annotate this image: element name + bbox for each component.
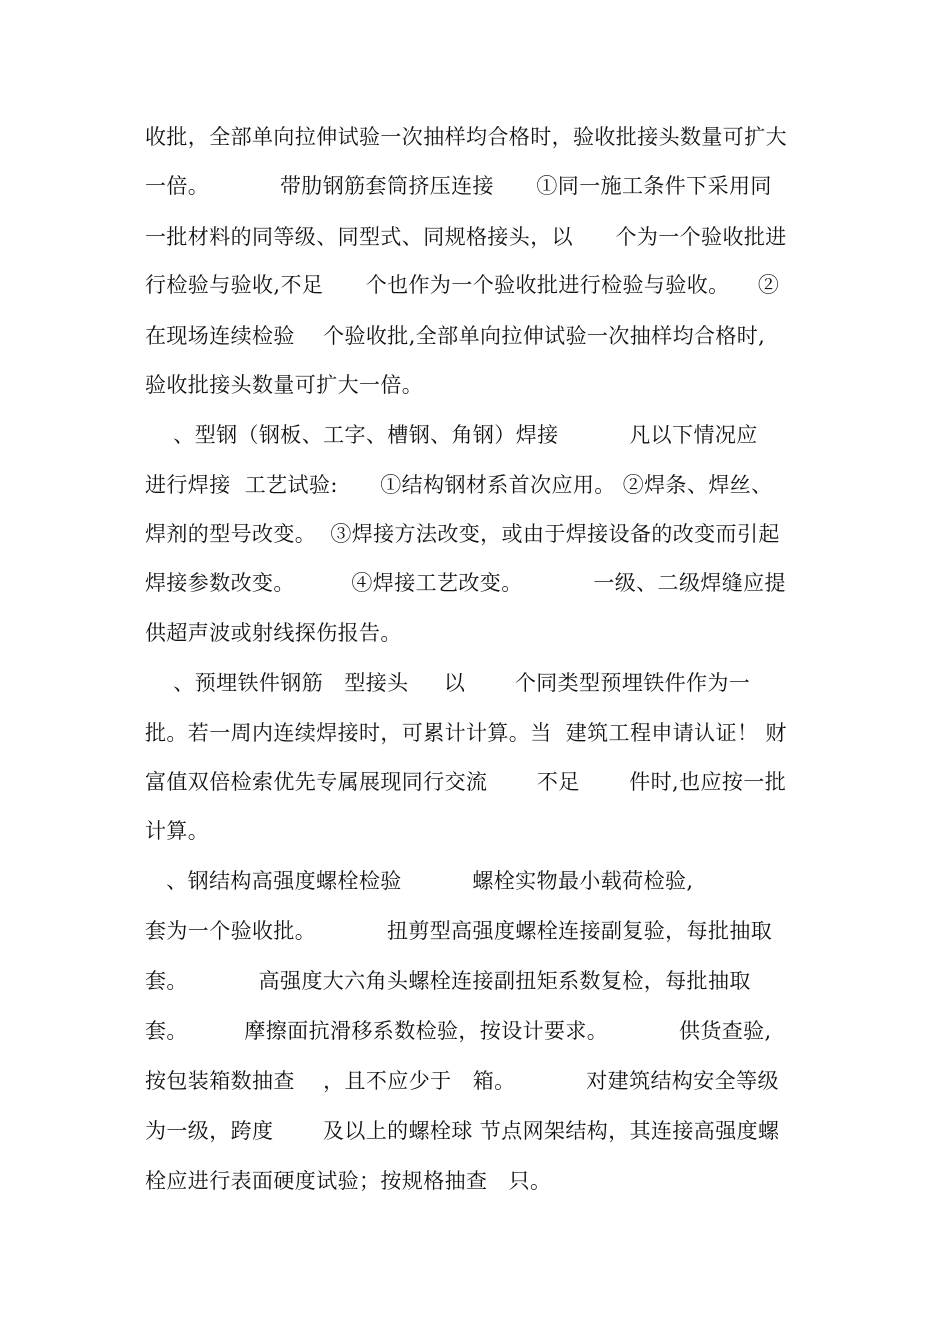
text-line: 套。 摩擦面抗滑移系数检验，按设计要求。 供货查验,	[145, 1019, 772, 1043]
text-line: 一批材料的同等级、同型式、同规格接头，以 个为一个验收批进	[145, 225, 787, 249]
text-line: 进行焊接 工艺试验: ①结构钢材系首次应用。 ②焊条、焊丝、	[145, 473, 773, 497]
text-line: 收批，全部单向拉伸试验一次抽样均合格时，验收批接头数量可扩大	[145, 125, 787, 149]
text-line: 焊剂的型号改变。 ③焊接方法改变，或由于焊接设备的改变而引起	[145, 522, 780, 546]
text-line: 富值双倍检索优先专属展现同行交流 不足 件时,也应按一批	[145, 770, 787, 794]
text-line: 、钢结构高强度螺栓检验 螺栓实物最小载荷检验,	[145, 869, 694, 893]
text-line: 一倍。 带肋钢筋套筒挤压连接 ①同一施工条件下采用同	[145, 174, 772, 198]
text-line: 批。若一周内连续焊接时，可累计计算。当 建筑工程申请认证！ 财	[145, 721, 787, 745]
text-line: 行检验与验收,不足 个也作为一个验收批进行检验与验收。 ②	[145, 273, 780, 297]
text-line: 栓应进行表面硬度试验；按规格抽查 只。	[145, 1169, 552, 1193]
text-line: 在现场连续检验 个验收批,全部单向拉伸试验一次抽样均合格时,	[145, 324, 766, 348]
text-line: 为一级，跨度 及以上的螺栓球 节点网架结构，其连接高强度螺	[145, 1119, 780, 1143]
text-line: 供超声波或射线探伤报告。	[145, 621, 402, 645]
text-line: 、预埋铁件钢筋 型接头 以 个同类型预埋铁件作为一	[145, 671, 751, 695]
text-line: 套为一个验收批。 扭剪型高强度螺栓连接副复验，每批抽取	[145, 919, 773, 943]
text-line: 、型钢（钢板、工字、槽钢、角钢）焊接 凡以下情况应	[145, 423, 758, 447]
text-line: 计算。	[145, 819, 210, 843]
text-line: 验收批接头数量可扩大一倍。	[145, 373, 424, 397]
text-line: 套。 高强度大六角头螺栓连接副扭矩系数复检，每批抽取	[145, 969, 751, 993]
text-line: 焊接参数改变。 ④焊接工艺改变。 一级、二级焊缝应提	[145, 571, 786, 595]
text-line: 按包装箱数抽查 ，且不应少于 箱。 对建筑结构安全等级	[145, 1069, 779, 1093]
